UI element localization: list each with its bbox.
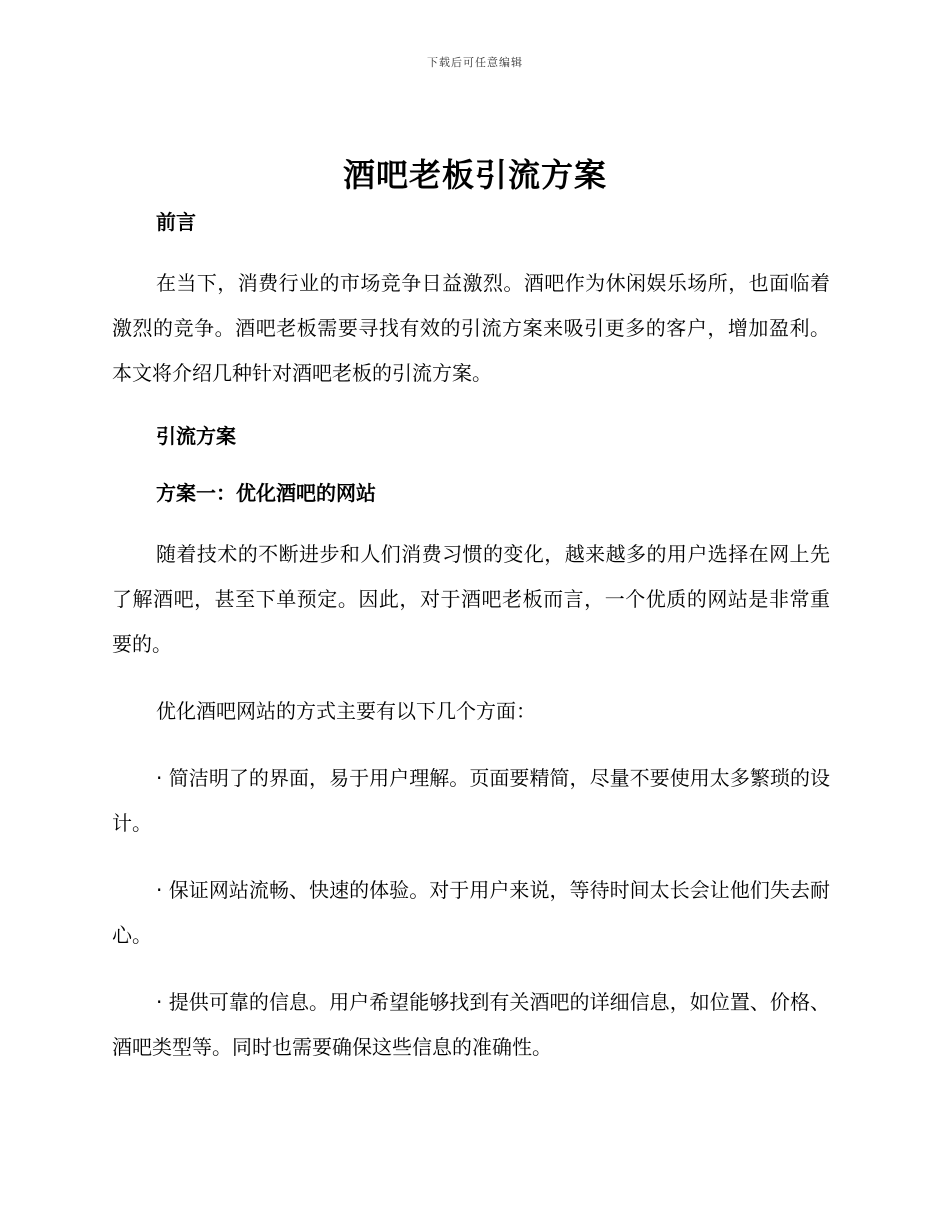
plan1-paragraph: 随着技术的不断进步和人们消费习惯的变化，越来越多的用户选择在网上先了解酒吧，甚至下单预定。因此，对于酒吧老板而言，一个优质的网站是非常重要的。 [112,542,830,656]
preface-paragraph: 在当下，消费行业的市场竞争日益激烈。酒吧作为休闲娱乐场所，也面临着激烈的竞争。酒吧老板需要寻找有效的引流方案来吸引更多的客户，增加盈利。本文将介绍几种针对酒吧老板的引流方案。 [112,271,830,385]
preface-heading: 前言 [156,210,196,234]
plan1-heading: 方案一：优化酒吧的网站 [156,481,376,505]
bullet-item: · 简洁明了的界面，易于用户理解。页面要精简，尽量不要使用太多繁琐的设计。 [112,766,830,835]
document-body [112,204,830,1070]
document-title: 酒吧老板引流方案 [342,156,607,194]
plan-heading: 引流方案 [156,424,236,448]
bullet-item: · 提供可靠的信息。用户希望能够找到有关酒吧的详细信息，如位置、价格、酒吧类型等。同时也需要确保这些信息的准确性。 [112,990,830,1059]
bullet-item: · 保证网站流畅、快速的体验。对于用户来说，等待时间太长会让他们失去耐心。 [112,878,830,947]
plan1-intro: 优化酒吧网站的方式主要有以下几个方面： [156,699,536,723]
header-note: 下载后可任意编辑 [427,56,523,69]
